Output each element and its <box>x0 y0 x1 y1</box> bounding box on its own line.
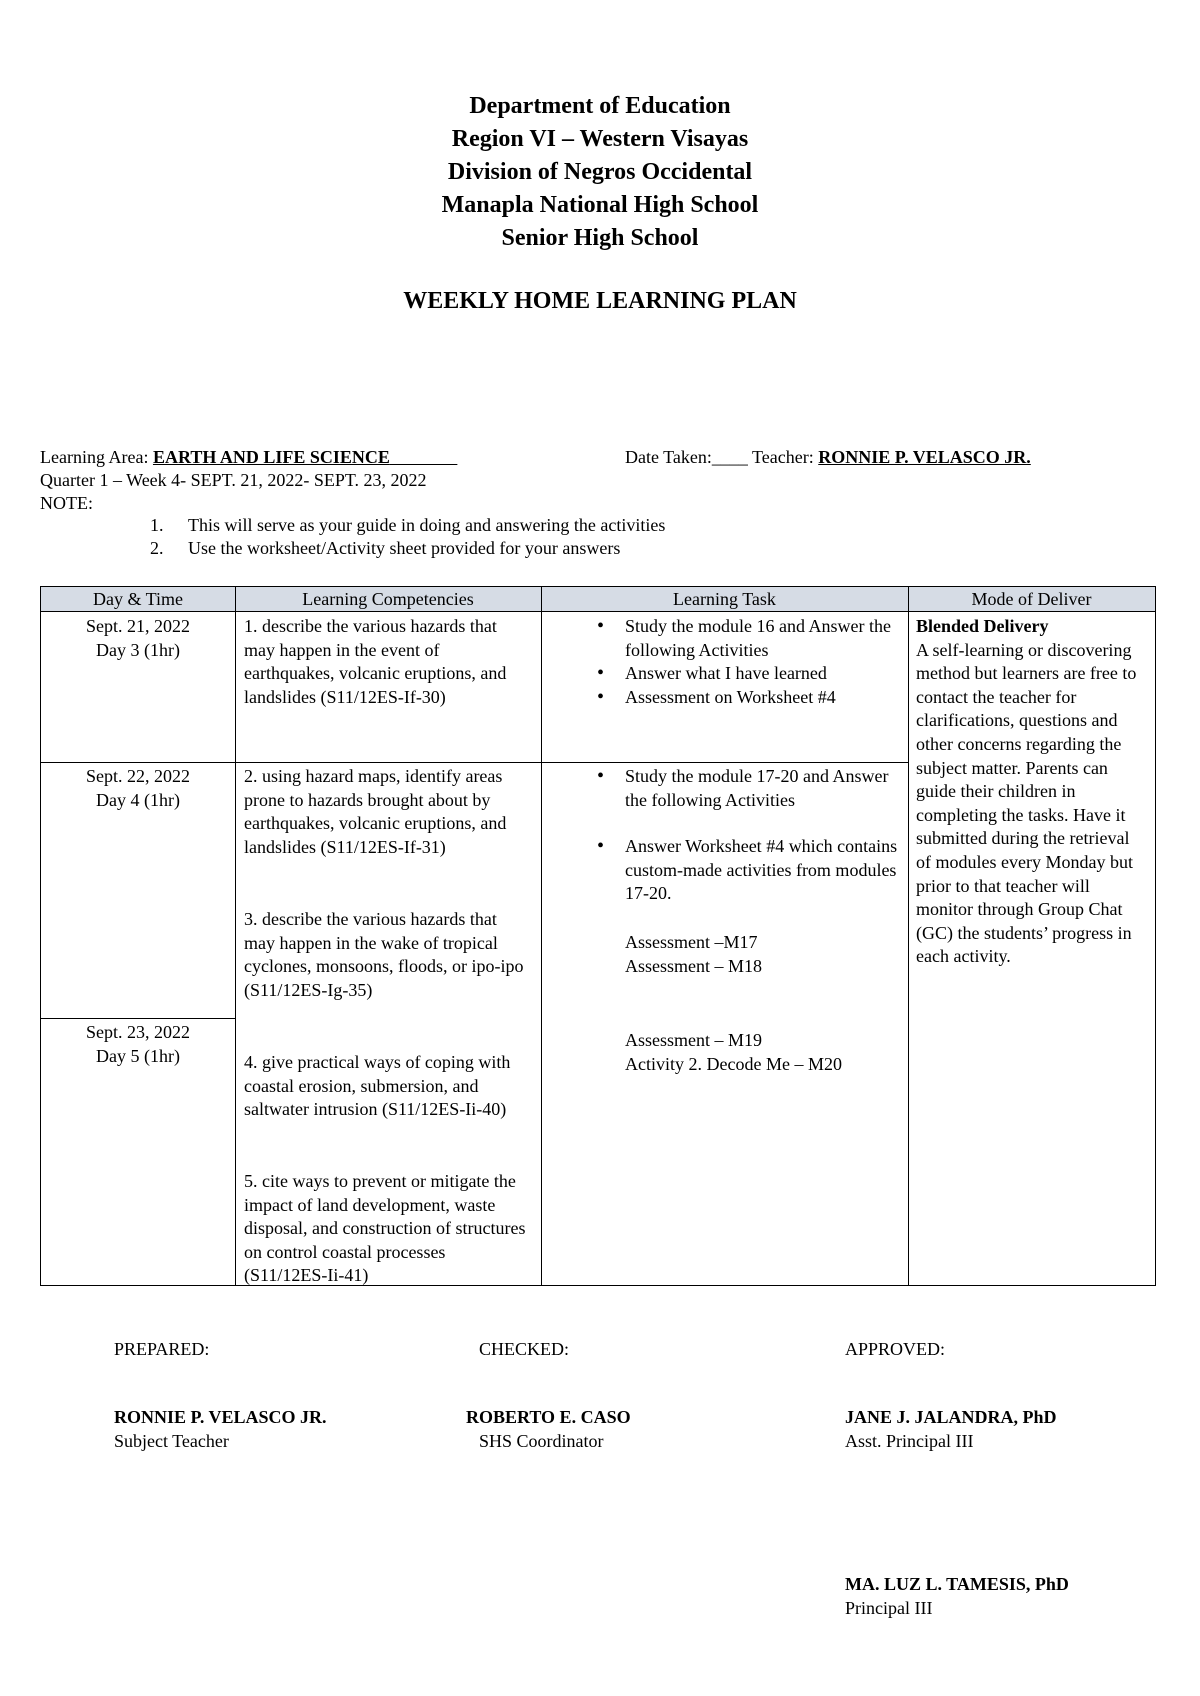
assessment-item: Activity 2. Decode Me – M20 <box>625 1053 842 1074</box>
header-line: Department of Education <box>469 93 731 119</box>
header-line: Senior High School <box>501 225 699 251</box>
row-divider <box>41 762 908 763</box>
mode-description: A self-learning or discovering method but learners are free to contact the teacher for clarifications, questions and other concerns regarding the subject matter. Parents can guide their children in completing the tasks. Have it submitted during the retrieval of modules every Monday but prior to that teacher will monitor through Group Chat (GC) the students’ progress in each activity. <box>916 639 1137 967</box>
assessment-list <box>587 931 945 978</box>
mode-of-delivery-cell <box>916 615 1148 969</box>
day-cell <box>41 765 235 812</box>
prepared-signatory <box>114 1405 327 1453</box>
learning-area-value: EARTH AND LIFE SCIENCE <box>152 447 390 467</box>
competency: 3. describe the various hazards that may happen in the wake of tropical cyclones, monsoons, floods, or ipo-ipo (S11/12ES-Ig-35) <box>244 909 524 1000</box>
approved-signatory <box>845 1405 1057 1453</box>
day-date: Sept. 22, 2022 <box>85 766 190 786</box>
plan-title: WEEKLY HOME LEARNING PLAN <box>403 288 797 314</box>
checked-label: CHECKED: <box>479 1339 569 1359</box>
competency: 2. using hazard maps, identify areas prone to hazards brought about by earthquakes, volcanic eruptions, and landslides (S11/12ES-If-31) <box>244 766 507 857</box>
signatory-title: Principal III <box>845 1598 933 1618</box>
task-list-day3 <box>587 615 907 709</box>
document-header <box>0 90 1200 255</box>
task-item: • Answer what I have learned <box>587 662 907 686</box>
task-item: • Answer Worksheet #4 which contains custom-made activities from modules 17-20. <box>587 835 907 906</box>
signatory-name: JANE J. JALANDRA, PhD <box>845 1407 1057 1427</box>
task-item: • Assessment on Worksheet #4 <box>587 686 907 710</box>
assessment-item: Assessment –M17 <box>625 932 758 952</box>
signatory-title: Subject Teacher <box>114 1431 229 1451</box>
assessment-item: Assessment – M18 <box>625 955 763 976</box>
note-item: 1. This will serve as your guide in doing and answering the activities <box>150 515 666 535</box>
day-label: Day 3 (1hr) <box>96 639 180 660</box>
task-list-day4 <box>587 765 907 906</box>
info-line-area-teacher <box>40 446 1160 469</box>
header-day-time: Day & Time <box>92 589 184 609</box>
assessment-list <box>587 1029 945 1076</box>
day-date: Sept. 23, 2022 <box>85 1022 190 1042</box>
quarter-line: Quarter 1 – Week 4- SEPT. 21, 2022- SEPT. 23, 2022 <box>40 470 427 490</box>
header-learning-task: Learning Task <box>673 589 776 609</box>
prepared-label: PREPARED: <box>114 1339 210 1359</box>
header-line: Manapla National High School <box>441 192 759 218</box>
row-divider <box>41 1018 235 1019</box>
signatory-title: Asst. Principal III <box>845 1431 974 1451</box>
checked-signatory <box>466 1405 631 1453</box>
day-label: Day 4 (1hr) <box>96 789 180 810</box>
day-cell <box>41 615 235 662</box>
day-cell <box>41 1021 235 1068</box>
header-line: Division of Negros Occidental <box>447 159 753 185</box>
teacher-label: Teacher: <box>747 447 819 467</box>
header-competencies: Learning Competencies <box>302 589 474 609</box>
competency: 5. cite ways to prevent or mitigate the impact of land development, waste disposal, and construction of structures on control coastal processes (S11/12ES-Ii-41) <box>244 1171 526 1286</box>
header-line: Region VI – Western Visayas <box>451 126 749 152</box>
column-divider <box>541 587 542 1285</box>
signatory-name: MA. LUZ L. TAMESIS, PhD <box>845 1574 1069 1594</box>
date-taken-label: Date Taken:____ <box>625 447 748 467</box>
column-divider <box>235 587 236 1285</box>
note-item: 2. Use the worksheet/Activity sheet provided for your answers <box>150 538 621 558</box>
task-item: • Study the module 16 and Answer the following Activities <box>587 615 907 662</box>
signatory-name: ROBERTO E. CASO <box>466 1407 631 1427</box>
competency: 4. give practical ways of coping with coastal erosion, submersion, and saltwater intrusion (S11/12ES-Ii-40) <box>244 1052 511 1120</box>
principal-signatory <box>845 1572 1069 1620</box>
notes-list <box>150 514 665 560</box>
teacher-field <box>625 446 1031 469</box>
signatory-title: SHS Coordinator <box>479 1431 604 1451</box>
learning-area-label: Learning Area: <box>40 447 153 467</box>
assessment-item: Assessment – M19 <box>625 1030 763 1050</box>
day-date: Sept. 21, 2022 <box>85 616 190 636</box>
signatory-name: RONNIE P. VELASCO JR. <box>114 1407 327 1427</box>
note-label: NOTE: <box>40 493 93 513</box>
task-item: • Study the module 17-20 and Answer the following Activities <box>587 765 907 812</box>
competency: 1. describe the various hazards that may happen in the event of earthquakes, volcanic eruptions, and landslides (S11/12ES-If-30) <box>244 616 507 707</box>
table-header-row <box>41 587 1155 612</box>
header-mode: Mode of Deliver <box>971 589 1092 609</box>
day-label: Day 5 (1hr) <box>96 1045 180 1066</box>
approved-label: APPROVED: <box>845 1339 946 1359</box>
mode-title: Blended Delivery <box>916 616 1049 636</box>
learning-plan-table <box>40 586 1156 1286</box>
teacher-value: RONNIE P. VELASCO JR. <box>818 447 1031 467</box>
